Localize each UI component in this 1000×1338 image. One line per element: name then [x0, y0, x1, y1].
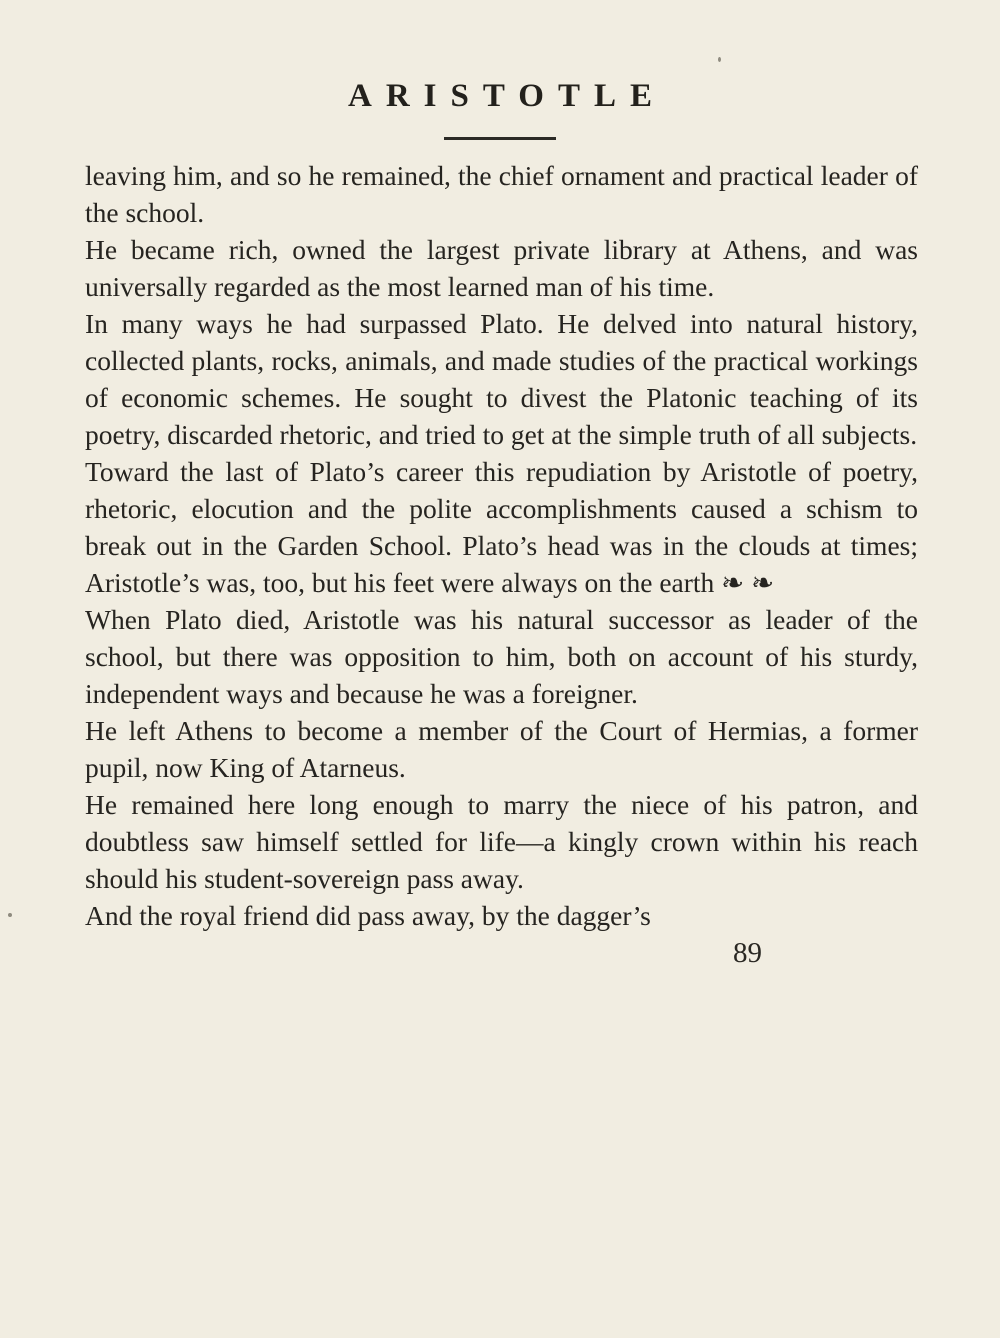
- paragraph: He left Athens to become a member of the Court of Hermias, a former pupil, now King of Atarneus.: [85, 714, 918, 783]
- paragraph: When Plato died, Aristotle was his natural successor as leader of the school, but there was opposition to him, both on account of his sturdy, independent ways and because he was a foreigner.: [85, 603, 918, 709]
- paragraph: leaving him, and so he remained, the chief ornament and practical leader of the school.: [85, 160, 918, 228]
- paragraph: He became rich, owned the largest private library at Athens, and was universally regarded as the most learned man of his time.: [85, 233, 918, 302]
- page-title: ARISTOTLE: [348, 78, 666, 114]
- page-number: 89: [733, 936, 762, 969]
- paragraph: And the royal friend did pass away, by the dagger’s: [85, 899, 651, 931]
- paragraph-with-fleuron-ornaments: Toward the last of Plato’s career this repudiation by Aristotle of poetry, rhetoric, elocution and the polite accomplishments caused a schism to break out in the Garden School. Plato’s head was in the clouds at times; Aristotle’s was, too, but his feet were always on the earth ❧ ❧: [85, 455, 918, 598]
- body-text: [85, 158, 918, 935]
- paragraph: In many ways he had surpassed Plato. He delved into natural history, collected plants, rocks, animals, and made studies of the practical workings of economic schemes. He sought to divest the Platonic teaching of its poetry, discarded rhetoric, and tried to get at the simple truth of all subjects.: [85, 307, 918, 450]
- scan-speck: [8, 913, 12, 917]
- title-divider: [444, 137, 556, 140]
- paragraph: He remained here long enough to marry the niece of his patron, and doubtless saw himself settled for life—a kingly crown within his reach should his student-sovereign pass away.: [85, 788, 918, 894]
- scan-speck: [718, 57, 721, 62]
